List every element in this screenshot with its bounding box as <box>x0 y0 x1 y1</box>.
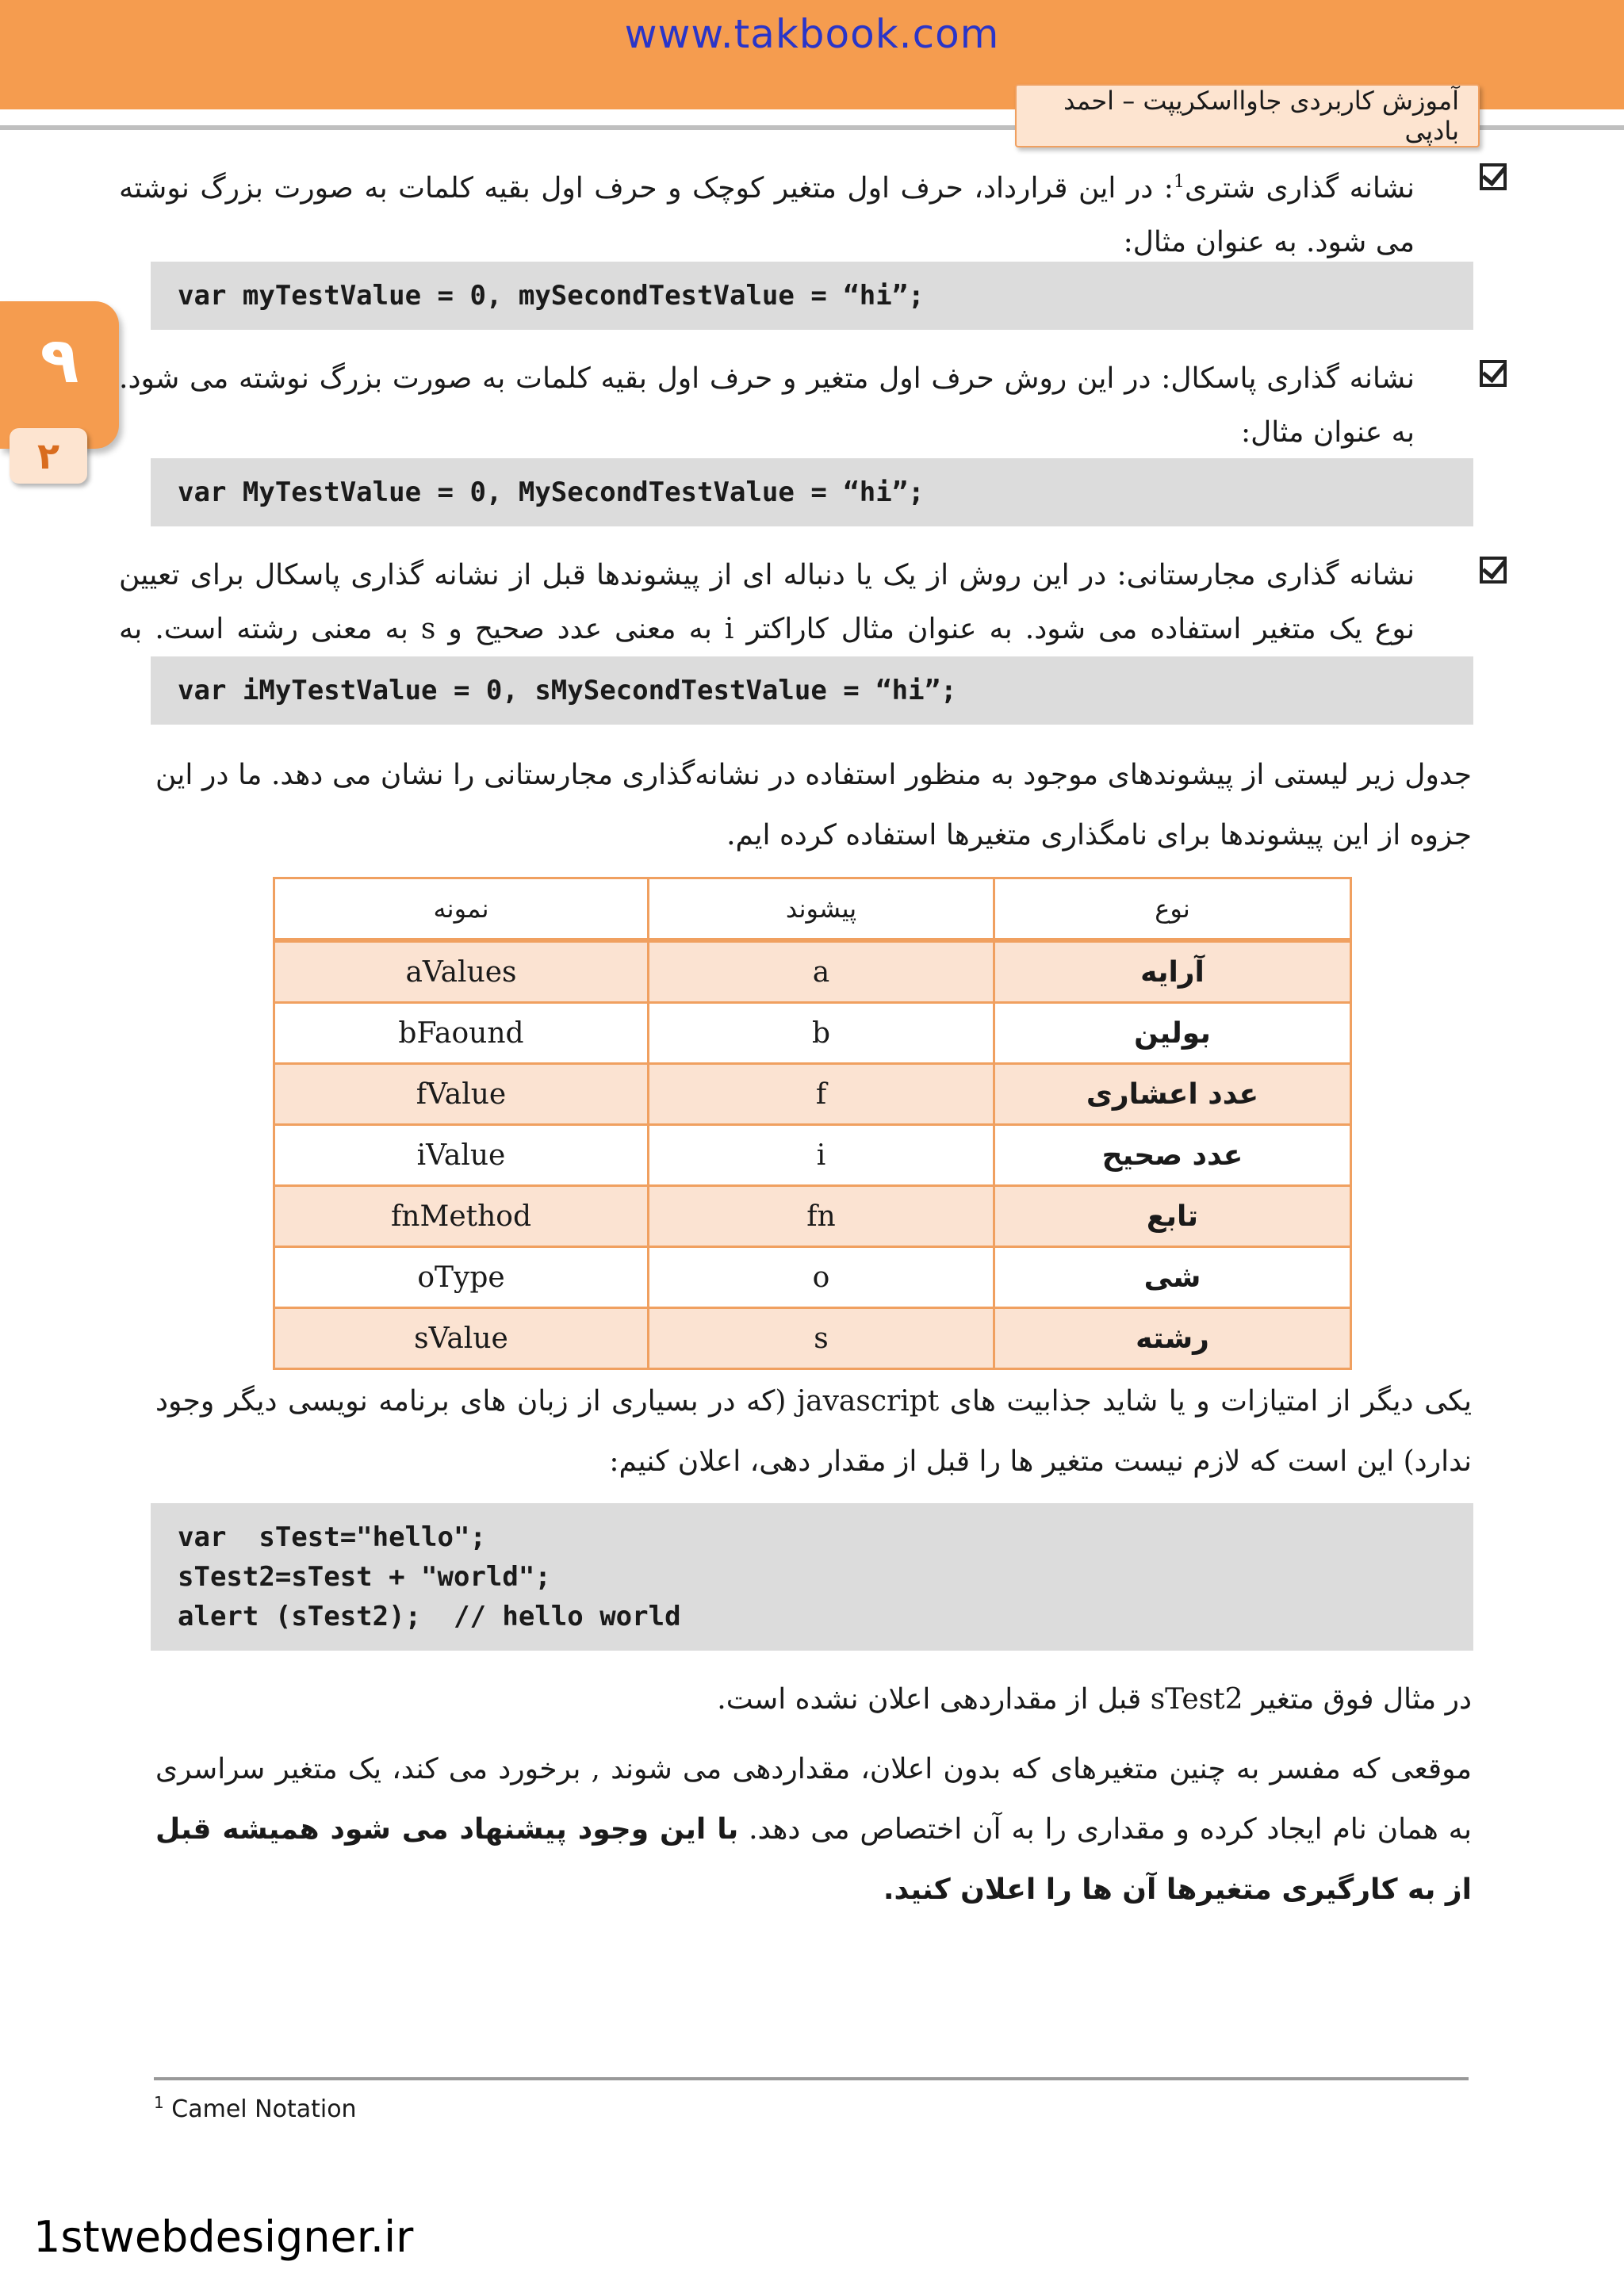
cell-example: fValue <box>274 1064 649 1125</box>
prefix-table <box>273 877 1352 1370</box>
cell-prefix: f <box>649 1064 994 1125</box>
code-line: alert (sTest2); // hello world <box>178 1601 681 1632</box>
bullet-text-rest: : در این قرارداد، حرف اول متغیر کوچک و حرف اول بقیه کلمات به صورت بزرگ نوشته می شود. به عنوان مثال: <box>119 172 1415 258</box>
cell-type: عدد اعشاری <box>994 1064 1351 1125</box>
header-example: نمونه <box>274 878 649 941</box>
table-header-row <box>274 878 1351 941</box>
cell-prefix: fn <box>649 1186 994 1247</box>
chapter-number: ۹ <box>40 323 79 397</box>
bullet-text: نشانه گذاری مجارستانی: در این روش از یک یا دنباله ای از پیشوندها قبل از نشانه گذاری پاسکال برای تعیین نوع یک متغیر استفاده می شود. به عنوان مثال کاراکتر i به معنی عدد صحیح و s به معنی رشته است. به <box>119 559 1415 645</box>
code-block <box>151 1503 1473 1651</box>
book-title-tab <box>1015 84 1480 147</box>
footnote <box>154 2093 357 2123</box>
site-url: www.takbook.com <box>624 11 1000 57</box>
book-title: آموزش کاربردی جاوااسکریپت – احمد بادپی <box>1063 86 1459 146</box>
cell-prefix: a <box>649 940 994 1003</box>
js-paragraph: یکی دیگر از امتیازات و یا شاید جذابیت های javascript (که در بسیاری از زبان های برنامه نویسی دیگر وجود ندارد) این است که لازم نیست متغیر ها را قبل از مقدار دهی، اعلان کنیم: <box>155 1385 1472 1478</box>
bullet-pascal <box>119 352 1526 460</box>
footnote-text: Camel Notation <box>171 2095 357 2123</box>
code-hungarian: var iMyTestValue = 0, sMySecondTestValue = “hi”; <box>151 656 1473 725</box>
page-number: ۲ <box>10 428 87 484</box>
stest-paragraph: در مثال فوق متغیر sTest2 قبل از مقداردهی اعلان نشده است. <box>717 1683 1472 1716</box>
table-row <box>274 1247 1351 1308</box>
checkbox-icon <box>1480 163 1507 190</box>
last-paragraph-bold: با این وجود پیشنهاد می شود همیشه قبل از به کارگیری متغیرها آن ها را اعلان کنید. <box>155 1813 1472 1906</box>
table-row <box>274 1064 1351 1125</box>
watermark-text: 1stwebdesigner.ir <box>33 2212 414 2262</box>
cell-example: aValues <box>274 940 649 1003</box>
header-prefix: پیشوند <box>649 878 994 941</box>
table-row <box>274 940 1351 1003</box>
footnote-divider <box>154 2077 1469 2080</box>
footnote-ref: 1 <box>1173 172 1185 192</box>
cell-type: آرایه <box>994 940 1351 1003</box>
cell-example: fnMethod <box>274 1186 649 1247</box>
cell-type: تابع <box>994 1186 1351 1247</box>
header-type: نوع <box>994 878 1351 941</box>
footnote-number: 1 <box>154 2093 164 2112</box>
cell-example: bFaound <box>274 1003 649 1064</box>
checkbox-icon <box>1480 557 1507 584</box>
cell-prefix: i <box>649 1125 994 1186</box>
bullet-text: نشانه گذاری پاسکال: در این روش حرف اول متغیر و حرف اول بقیه کلمات به صورت بزرگ نوشته می شود. به عنوان مثال: <box>119 362 1415 449</box>
cell-example: oType <box>274 1247 649 1308</box>
cell-example: iValue <box>274 1125 649 1186</box>
bullet-text: نشانه گذاری شتری <box>1184 172 1415 205</box>
cell-prefix: s <box>649 1308 994 1369</box>
cell-type: رشته <box>994 1308 1351 1369</box>
last-paragraph <box>155 1739 1472 1920</box>
table-row <box>274 1308 1351 1369</box>
code-line: var sTest="hello"; <box>178 1521 486 1553</box>
cell-type: بولین <box>994 1003 1351 1064</box>
table-row <box>274 1003 1351 1064</box>
code-line: sTest2=sTest + "world"; <box>178 1561 551 1593</box>
cell-example: sValue <box>274 1308 649 1369</box>
cell-type: عدد صحیح <box>994 1125 1351 1186</box>
code-pascal: var MyTestValue = 0, MySecondTestValue = “hi”; <box>151 458 1473 526</box>
code-camel: var myTestValue = 0, mySecondTestValue = “hi”; <box>151 262 1473 330</box>
last-paragraph-text: موقعی که مفسر به چنین متغیرهای که بدون اعلان، مقداردهی می شوند , برخورد می کند، یک متغیر سراسری به همان نام ایجاد کرده و مقداری را به آن اختصاص می دهد. <box>155 1753 1472 1846</box>
table-row <box>274 1125 1351 1186</box>
checkbox-icon <box>1480 360 1507 387</box>
cell-prefix: b <box>649 1003 994 1064</box>
cell-type: شی <box>994 1247 1351 1308</box>
chapter-badge <box>0 301 119 449</box>
table-row <box>274 1186 1351 1247</box>
bullet-camel <box>119 155 1526 270</box>
cell-prefix: o <box>649 1247 994 1308</box>
table-intro: جدول زیر لیستی از پیشوندهای موجود به منظور استفاده در نشانه‌گذاری مجارستانی را نشان می دهد. ما در این جزوه از این پیشوندها برای نامگذاری متغیرها استفاده کرده ایم. <box>155 759 1472 851</box>
